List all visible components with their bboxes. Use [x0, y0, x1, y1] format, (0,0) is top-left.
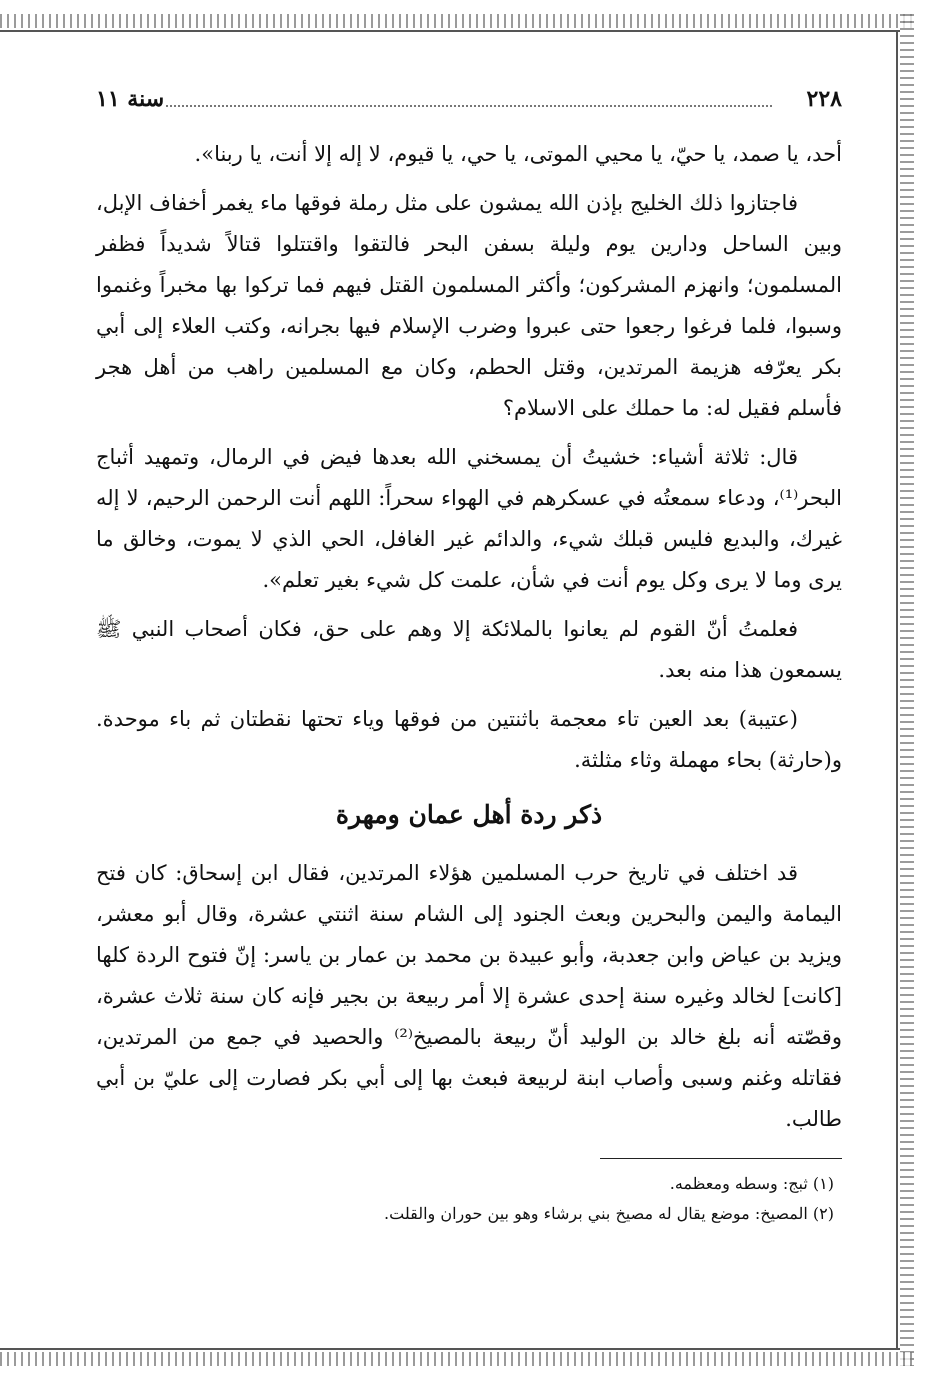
paragraph: أحد، يا صمد، يا حيّ، يا محيي الموتى، يا حي، يا قيوم، لا إله إلا أنت، يا ربنا».	[194, 142, 842, 166]
page-border-right	[900, 14, 914, 1366]
page-header	[96, 80, 842, 116]
paragraph: فاجتازوا ذلك الخليج بإذن الله يمشون على مثل رملة فوقها ماء يغمر أخفاف الإبل، وبين الساحل ودارين يوم وليلة بسفن البحر فالتقوا واقتتلوا قتالاً شديداً فظفر المسلمون؛ وانهزم المشركون؛ وأكثر المسلمون القتل فيهم فما تركوا بها مخبراً وغنموا وسبوا، فلما فرغوا رجعوا حتى عبروا وضرب الإسلام فيها بجرانه، وكتب العلاء إلى أبي بكر يعرّفه هزيمة المرتدين، وقتل الحطم، وكان مع المسلمين راهب من أهل هجر فأسلم فقيل له: ما حملك على الاسلام؟	[96, 191, 842, 420]
page-number: ٢٢٨	[806, 86, 842, 112]
paragraph: (عتيبة) بعد العين تاء معجمة باثنتين من فوقها وياء تحتها نقطتان ثم باء موحدة. و(حارثة) بحاء مهملة وثاء مثلثة.	[96, 707, 842, 772]
page-border-bottom	[0, 1352, 912, 1366]
page-content	[96, 80, 842, 1229]
page-border-inner-bottom	[0, 1348, 900, 1350]
header-dotted-rule	[166, 105, 772, 107]
paragraph: فعلمتُ أنّ القوم لم يعانوا بالملائكة إلا وهم على حق، فكان أصحاب النبي ﷺ يسمعون هذا منه بعد.	[96, 617, 842, 682]
footnote-rule	[600, 1158, 842, 1159]
running-head: سنة ١١	[96, 86, 165, 112]
section-paragraph: قد اختلف في تاريخ حرب المسلمين هؤلاء المرتدين، فقال ابن إسحاق: كان فتح اليمامة واليمن والبحرين وبعث الجنود إلى الشام سنة اثنتي عشرة، وقال أبو معشر، ويزيد بن عياض وابن جعدبة، وأبو عبيدة بن محمد بن عمار بن ياسر: إنّ فتوح الردة كلها [كانت] لخالد وغيره سنة إحدى عشرة إلا أمر ربيعة بن بجير فإنه كان سنة ثلاث عشرة، وقصّته أنه بلغ خالد بن الوليد أنّ ربيعة بالمصيخ⁽²⁾ والحصيد في جمع من المرتدين، فقاتله وغنم وسبى وأصاب ابنة لربيعة فبعث بها إلى أبي بكر فصارت إلى عليّ بن أبي طالب.	[96, 861, 842, 1131]
section-title: ذكر ردة أهل عمان ومهرة	[335, 800, 603, 829]
paragraph: قال: ثلاثة أشياء: خشيتُ أن يمسخني الله بعدها فيض في الرمال، وتمهيد أثباج البحر⁽¹⁾، ودعاء سمعتُه في عسكرهم في الهواء سحراً: اللهم أنت الرحمن الرحيم، لا إله غيرك، والبديع فليس قبلك شيء، والدائم غير الغافل، الحي الذي لا يموت، وخالق ما يرى وما لا يرى وكل يوم أنت في شأن، علمت كل شيء بغير تعلم».	[96, 445, 842, 592]
footnote: (١) ثبج: وسطه ومعظمه.	[669, 1174, 834, 1193]
page-border-top	[0, 14, 912, 28]
page-border-inner-top	[0, 30, 900, 32]
footnote: (٢) المصيخ: موضع يقال له مصيخ بني برشاء وهو بين حوران والقلت.	[384, 1204, 834, 1223]
page-border-inner-right	[896, 30, 898, 1350]
